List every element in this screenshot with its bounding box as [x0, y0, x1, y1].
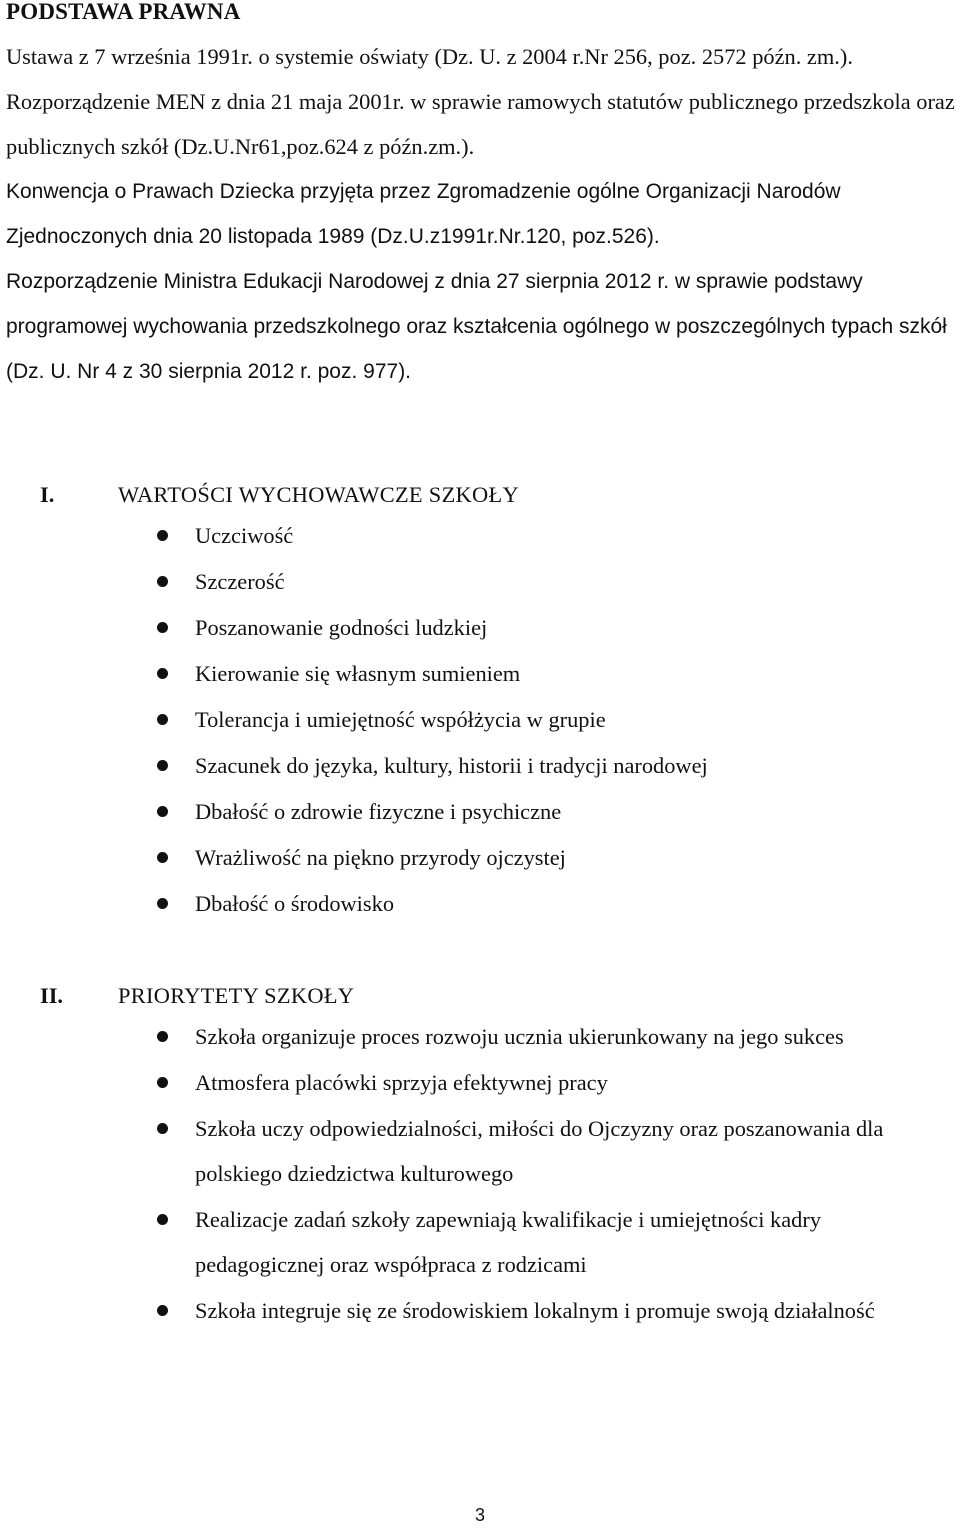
list-item: Szczerość: [0, 559, 960, 604]
values-section-title: [0, 477, 960, 513]
list-item: Uczciwość: [0, 513, 960, 558]
bullet-icon: [157, 898, 168, 909]
list-item: Realizacje zadań szkoły zapewniają kwalifikacje i umiejętności kadry pedagogicznej oraz współpraca z rodzicami: [0, 1197, 960, 1287]
legal-basis-list: [6, 34, 956, 394]
bullet-icon: [157, 622, 168, 633]
list-item: Dbałość o zdrowie fizyczne i psychiczne: [0, 789, 960, 834]
list-item: Poszanowanie godności ludzkiej: [0, 605, 960, 650]
legal-act-child-rights: Konwencja o Prawach Dziecka przyjęta przez Zgromadzenie ogólne Organizacji Narodów Zjednoczonych dnia 20 listopada 1989 (Dz.U.z1991r.Nr.120, poz.526).: [6, 180, 841, 248]
list-item: Szkoła uczy odpowiedzialności, miłości do Ojczyzny oraz poszanowania dla polskiego dziedzictwa kulturowego: [0, 1106, 960, 1196]
values-list: [0, 513, 960, 926]
list-item: Atmosfera placówki sprzyja efektywnej pracy: [0, 1060, 960, 1105]
list-item: Szkoła integruje się ze środowiskiem lokalnym i promuje swoją działalność: [0, 1288, 960, 1333]
bullet-icon: [157, 1031, 168, 1042]
bullet-icon: [157, 576, 168, 587]
list-item: Wrażliwość na piękno przyrody ojczystej: [0, 835, 960, 880]
bullet-icon: [157, 714, 168, 725]
section-number: II.: [40, 983, 64, 1008]
legal-act-statutes: Rozporządzenie MEN z dnia 21 maja 2001r. w sprawie ramowych statutów publicznego przedszkola oraz publicznych szkół (Dz.U.Nr61,poz.624 z późn.zm.).: [6, 89, 955, 159]
list-item: Tolerancja i umiejętność współżycia w grupie: [0, 697, 960, 742]
values-section: [0, 477, 960, 927]
bullet-icon: [157, 668, 168, 679]
section-heading: PRIORYTETY SZKOŁY: [118, 983, 355, 1008]
legal-basis-heading: PODSTAWA PRAWNA: [6, 0, 241, 24]
bullet-icon: [157, 852, 168, 863]
priorities-section: [0, 978, 960, 1334]
list-item: Dbałość o środowisko: [0, 881, 960, 926]
bullet-icon: [157, 530, 168, 541]
priorities-list: [0, 1014, 960, 1333]
bullet-icon: [157, 1305, 168, 1316]
bullet-icon: [157, 1077, 168, 1088]
legal-act-curriculum: Rozporządzenie Ministra Edukacji Narodowej z dnia 27 sierpnia 2012 r. w sprawie podstawy programowej wychowania przedszkolnego oraz kształcenia ogólnego w poszczególnych typach szkół (Dz. U. Nr 4 z 30 sierpnia 2012 r. poz. 977).: [6, 270, 947, 383]
page-number: 3: [474, 1505, 485, 1525]
bullet-icon: [157, 1123, 168, 1134]
legal-act-school-system: Ustawa z 7 września 1991r. o systemie oświaty (Dz. U. z 2004 r.Nr 256, poz. 2572 późn. zm.).: [6, 44, 853, 69]
list-item: Szacunek do języka, kultury, historii i tradycji narodowej: [0, 743, 960, 788]
bullet-icon: [157, 760, 168, 771]
section-heading: WARTOŚCI WYCHOWAWCZE SZKOŁY: [118, 482, 519, 507]
bullet-icon: [157, 1214, 168, 1225]
list-item: Kierowanie się własnym sumieniem: [0, 651, 960, 696]
section-number: I.: [40, 482, 55, 507]
list-item: Szkoła organizuje proces rozwoju ucznia ukierunkowany na jego sukces: [0, 1014, 960, 1059]
priorities-section-title: [0, 978, 960, 1014]
bullet-icon: [157, 806, 168, 817]
